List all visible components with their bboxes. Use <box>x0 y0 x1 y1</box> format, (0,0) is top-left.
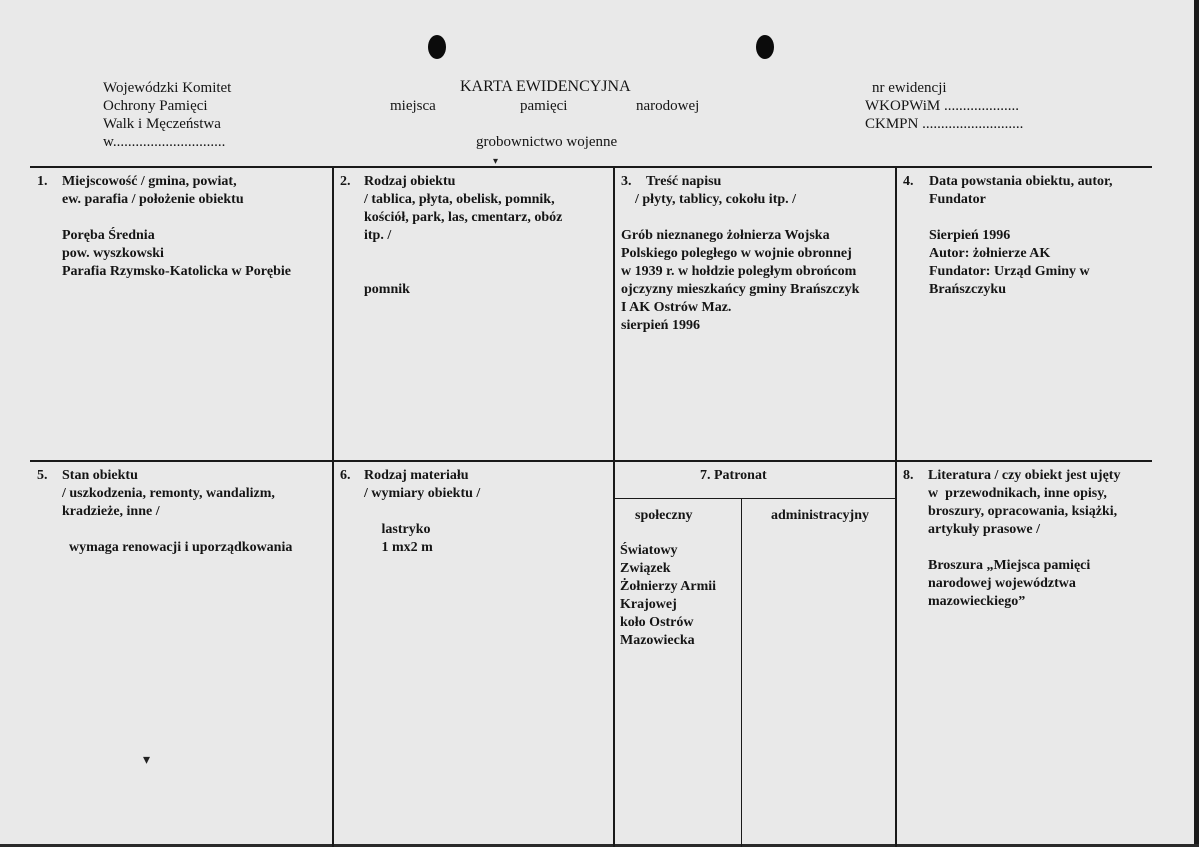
punch-hole-right <box>756 35 774 59</box>
patronage-social-text: Światowy Związek Żołnierzy Armii Krajowej koło Ostrów Mazowiecka <box>620 543 717 648</box>
patronat-column-divider <box>741 499 742 847</box>
cell-3-number: 3. <box>621 174 632 189</box>
category-label: grobownictwo wojenne <box>476 134 618 150</box>
column-divider-2 <box>613 167 615 847</box>
scan-border-right <box>1194 0 1199 847</box>
cell-6-material: Rodzaj materiału / wymiary obiektu / lastryko 1 mx2 m <box>364 468 481 555</box>
cell-2-object-type: Rodzaj obiektu / tablica, płyta, obelisk, pomnik, kościół, park, las, cmentarz, obóz itp. / pomnik <box>364 174 563 297</box>
cell-4-number: 4. <box>903 174 914 189</box>
cell-7-patronage-title: 7. Patronat <box>700 468 767 483</box>
wkopwim-field: WKOPWiM .................... <box>865 98 1019 114</box>
ckmpn-field: CKMPN ........................... <box>865 116 1024 132</box>
cell-8-literature: Literatura / czy obiekt jest ujęty w przewodnikach, inne opisy, broszury, opracowania, książki, artykuły prasowe / Broszura „Miejsca pamięci narodowej województwa mazowieckiego” <box>928 468 1121 609</box>
table-middle-line <box>30 460 1152 462</box>
record-number-label: nr ewidencji <box>872 80 947 96</box>
cell-5-number: 5. <box>37 468 48 483</box>
punch-hole-left <box>428 35 446 59</box>
subtitle-word-miejsca: miejsca <box>390 98 436 114</box>
column-divider-3 <box>895 167 897 847</box>
committee-line-1: Wojewódzki Komitet <box>103 80 232 96</box>
subtitle-word-narodowej: narodowej <box>636 98 700 114</box>
patronage-admin-label: administracyjny <box>771 508 869 523</box>
card-title: KARTA EWIDENCYJNA <box>460 78 631 95</box>
cell-2-number: 2. <box>340 174 351 189</box>
patronat-divider <box>614 498 896 499</box>
cell-1-number: 1. <box>37 174 48 189</box>
cell-4-date-author: Data powstania obiektu, autor, Fundator Sierpień 1996 Autor: żołnierze AK Fundator: Urząd Gminy w Brańszczyku <box>929 174 1113 297</box>
cell-5-condition: Stan obiektu / uszkodzenia, remonty, wandalizm, kradzieże, inne / wymaga renowacji i uporządkowania <box>62 468 293 555</box>
table-top-line <box>30 166 1152 168</box>
committee-line-2: Ochrony Pamięci <box>103 98 208 114</box>
column-divider-1 <box>332 167 334 847</box>
scan-speck: ▾ <box>143 753 151 768</box>
patronage-social-label: społeczny <box>635 508 693 523</box>
scan-speck: ▾ <box>493 156 499 167</box>
cell-1-location: Miejscowość / gmina, powiat, ew. parafia / położenie obiektu Poręba Średnia pow. wyszkowski Parafia Rzymsko-Katolicka w Porębie <box>62 174 292 279</box>
committee-line-4: w.............................. <box>103 134 226 150</box>
cell-8-number: 8. <box>903 468 914 483</box>
committee-line-3: Walk i Męczeństwa <box>103 116 221 132</box>
subtitle-word-pamieci: pamięci <box>520 98 568 114</box>
cell-6-number: 6. <box>340 468 351 483</box>
cell-3-inscription: Treść napisu / płyty, tablicy, cokołu itp. / Grób nieznanego żołnierza Wojska Polskiego poległego w wojnie obronnej w 1939 r. w hołdzie poległym obrońcom ojczyzny mieszkańcy gminy Brańszczyk I AK Ostrów Maz. sierpień 1996 <box>621 174 860 333</box>
